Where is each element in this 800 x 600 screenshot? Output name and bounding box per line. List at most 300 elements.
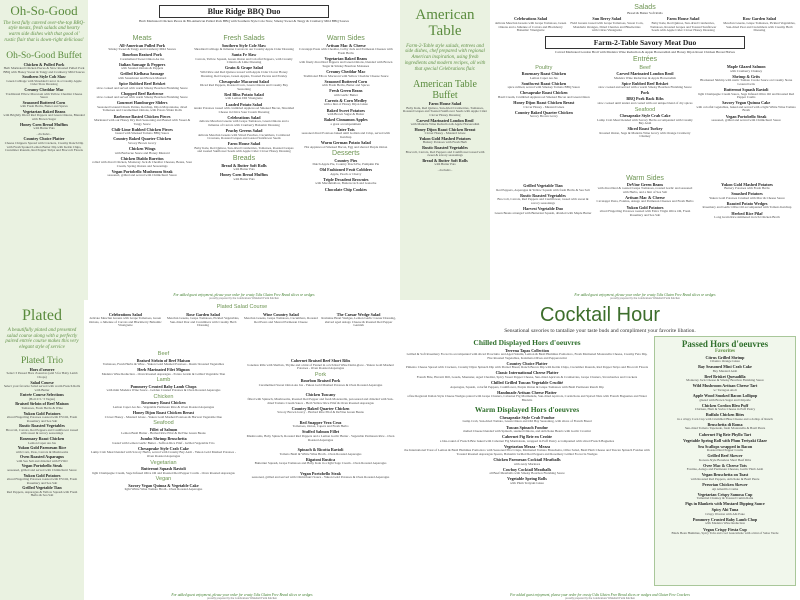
footer-credit: proudly prepared by the Celebrations Whitehall Farm Kitchen: [207, 597, 277, 600]
menu-item: [404, 362, 650, 370]
menu-item: [657, 493, 793, 501]
menu-item-name: Carved Marinated London Broil: [416, 117, 474, 123]
menu-item: [657, 483, 793, 491]
menu-item-description: Broccoli, Carrots, Red Peppers and Cauliflower tossed with sweet & savory seasonings: [405, 149, 485, 158]
menu-item: [657, 439, 793, 444]
menu-item-description: Seasoned Ground Chuck Patties, Ketchup, Dijon Mayonnaise, diced Tomatoes and Caramelized Onions, with Potato Slider Rolls: [97, 104, 188, 113]
menu-item-description: sliced Fingerling Potatoes roasted with EVOO, Fresh Rosemary and Sea Salt: [6, 415, 78, 423]
menu-item-name: Grain & Grape Salad: [225, 65, 263, 71]
menu-item: [698, 212, 796, 220]
menu-item-name: Artisan Mac & Cheese: [325, 42, 366, 48]
menu-item-name: Vegan Portobello Steak: [21, 463, 63, 469]
menu-item: [657, 433, 793, 438]
menu-item: [92, 63, 192, 71]
menu-item: [245, 379, 396, 387]
breads-heading: Breads: [232, 155, 256, 162]
menu-item-description: Broccoli, Carrots, Red Peppers and Cauliflower tossed with sweet & savory seasonings: [5, 427, 79, 436]
menu-item: [3, 412, 81, 424]
menu-item: [296, 57, 396, 69]
menu-item: [696, 75, 796, 87]
menu-item-name: Country Pies: [334, 157, 358, 163]
menu-item-description: Clover Honey - Mustard Glaze: [523, 104, 565, 109]
menu-item-name: Bread & Butter Soft Rolls: [221, 162, 267, 168]
menu-item-description: Madeira Wine Reduction - Oven Roasted Asparagus - Potato Gratin & Grilled Vegetable Tian: [101, 371, 226, 376]
side-title: American Table: [415, 7, 475, 39]
menu-item: [88, 311, 163, 328]
menu-item: [404, 445, 650, 457]
menu-item-name: Pommery Crusted Baby Lamb Chop: [692, 516, 758, 522]
menu-item: [3, 486, 81, 498]
menu-item-name: Celebrations Salad: [514, 16, 548, 22]
columns: [92, 34, 396, 286]
menu-item-description: spice rubbed, served with Smokey Tomato BBQ Sauce: [507, 85, 581, 90]
menu-item-name: Country Baked Quarter Chicken: [291, 405, 350, 411]
menu-item-name: Bourbon Braised Pork: [300, 378, 341, 384]
menu-item-description: with Butter Pats: [33, 126, 55, 131]
menu-item-description: Sun-dried Tomato Tapenade, fresh Mozzarella & Basil Purée: [684, 426, 766, 431]
menu-item-name: Sliced Roast Turkey: [627, 126, 663, 132]
menu-item-description: Cavatappi Pasta with Cheddar, Colby Jack and Parmesan Cheeses with Fresh Herbs: [299, 47, 393, 55]
menu-item-name: Carved Marinated London Broil: [616, 71, 674, 77]
menu-item-description: Buttery Potatoes with Fresh Herb: [422, 140, 468, 145]
menu-item-description: Roasted Onion, Sage & Madeira Wine Gravy with Orange Cranberry Chutney: [599, 130, 691, 139]
menu-item: [595, 91, 695, 96]
country-choice-desc: Cheese Chippers Spread with Crackers, Creamy Ranch Dip with Fresh Spoked Lemon Butter Dip with Kettle Chips, Cucumber Rounds, Red Pepper Strips and Broccoli Florets: [4, 140, 84, 153]
menu-item: [194, 66, 294, 78]
cocktail-hour-page: [400, 300, 800, 600]
menu-item-name: Honey Corn Bread Muffins: [219, 172, 268, 178]
salads-subtitle: Bread & Butter Soft Rolls: [627, 11, 663, 15]
sides-column: [296, 34, 396, 286]
menu-item-description: Blackened Shrimp with rustic Tomato Creole Sauce on Creamy Stone Ground Grits: [700, 78, 793, 86]
poultry-heading: Poultry: [535, 64, 553, 71]
menu-item: [657, 508, 793, 516]
menu-item-name: Chicken Diablo Burritos: [120, 155, 164, 161]
menu-item-description: Field Greens tossed with Grape Tomatoes, Sweet Corn, Mandarin Oranges, Dried Cherries and Blueberries with Citrus Vinaigrette: [570, 20, 644, 33]
menu-item-name: Bay Seasoned Mini Crab Cake: [698, 364, 752, 370]
menu-item: [296, 70, 396, 78]
menu-item-name: Chesapeake Style Crab Fondue: [499, 414, 555, 420]
menu-item: [657, 413, 793, 421]
menu-item: [3, 455, 81, 463]
menu-item: [404, 468, 650, 476]
menu-item: [296, 168, 396, 176]
menu-item-description: Red Peppers, Asparagus & Yellow Squash with fresh Herbs & Sea Salt: [496, 187, 590, 192]
menu-item-description: Cilantro Orange Glaze: [710, 359, 740, 363]
menu-item: [92, 170, 192, 178]
menu-item-name: Loaded Potato Salad: [225, 101, 263, 107]
menu-item-description: Diced Red Peppers, Roasted Corn, Green Onions and Creamy Bay Seasoning: [199, 83, 288, 91]
menu-item-name: Harvest Vegetable Duo: [522, 206, 564, 212]
warm-sides-list: [494, 183, 796, 220]
menu-item-description: a great accompaniment: [330, 121, 362, 126]
menu-item: [657, 375, 793, 383]
menu-item-name: Celebrations Salad: [227, 114, 261, 120]
menu-item-name: Vegan Portobello Mushroom Steak: [111, 168, 173, 174]
menu-item: [194, 142, 294, 154]
menu-item-description: Mesclun Greens, Grape Tomatoes, Cucumbers, Roasted Red Pears and Shaved Parmesan Cheese: [244, 316, 318, 324]
menu-item: [92, 115, 192, 127]
cocktail-title: Cocktail Hour: [539, 304, 661, 326]
menu-item: [3, 474, 81, 486]
menu-item-name: Vegetarian Mezza - Mezza: [503, 443, 551, 449]
oh-so-good-main: [88, 0, 400, 300]
menu-item-description: with Madeira Wine Reduction: [705, 521, 745, 526]
menu-item-name: Yukon Gold Potatoes: [23, 410, 61, 416]
menu-item-description: with Brown Sugar & Butter: [327, 112, 365, 116]
menu-item-name: Stuffed Salmon Fillet: [301, 429, 340, 435]
menu-item: [657, 394, 793, 402]
vegetarian-heading: Vegetarian: [150, 459, 177, 466]
country-choice-name: Country Choice Platter: [23, 136, 65, 142]
duo-subtitle: Carved Marinated London Broil with Madeira Wine Reduction & Apple Horseradish and Honey Dijon Roast Chicken Breast Halves: [555, 49, 735, 54]
menu-item: [194, 173, 294, 181]
menu-item-name: Creamy Cheddar Mac: [24, 87, 64, 93]
warm-heading: Warm Displayed Hors d'oeuvres: [474, 405, 580, 415]
cocktail-subtitle: Sensational savories to tantalize your taste buds and compliment your favorite libation.: [504, 328, 696, 334]
warm-sides-list: [296, 44, 396, 150]
menu-item-description: French Brie, Havarti Dill, Gouda, Muenster, Aged Cheddar, Spicy Sweet Pepper Cheese, Sun-dried Apricots & Cranberries, Grape Clusters, Strawberries and Crackers: [416, 374, 638, 379]
menu-item-description: Grilled & Soft Rosemary Focaccia accompanied with sliced Prosciutto and Aged Salami, Lemon & Basil Hummus Pomodoro, Fresh Marinated Mozzarella Cheese, Creamy Feta Dip, Fire Roasted Vegetables, Kalamata Olives and Pepperoncini: [406, 352, 648, 360]
menu-item-description: light White Wine Tomato Broth - Oven Roasted Asparagus: [124, 487, 203, 492]
menu-item-name: Entrée Course Selections: [20, 392, 64, 398]
menu-item-name: Rustic Roasted Vegetables: [19, 423, 65, 429]
menu-item-name: Cabernet Fig Brie en Croûte: [502, 434, 552, 440]
menu-item: [88, 484, 239, 492]
menu-item-name: Farm House Salad: [428, 101, 462, 107]
menu-item-description: w/ Tarragon Aioli: [713, 387, 737, 392]
menu-item: [657, 423, 793, 431]
includes-label: - Includes -: [36, 131, 52, 136]
lamb-list: [88, 385, 239, 393]
plated-main: [84, 300, 400, 600]
menu-item-name: Chilled Grilled Tuscan Vegetable Crudité: [490, 380, 564, 385]
menu-item-name: Pommery Crusted Baby Lamb Chops: [130, 383, 197, 389]
menu-item-name: Yukon Gold Potatoes: [626, 204, 664, 210]
menu-item-description: Traditional Elbow Macaroni with Yellow Cheddar Cheese Sauce: [5, 91, 83, 100]
menu-item-description: Tamarind Chutney & Toasted Cumin Raita: [696, 496, 754, 501]
menu-item: [647, 16, 720, 33]
menu-item-description: Roasted Red Pepper Coulis: [706, 448, 744, 452]
menu-item-name: Ovee Mac & Cheese Tots: [703, 462, 747, 468]
warm-sides-heading: Warm Sides: [326, 35, 365, 42]
menu-item-name: Fillet of Salmon: [149, 426, 178, 432]
menu-item-name: Barbecue Basted Chicken Pieces: [113, 113, 171, 119]
oh-so-good-sidebar: [0, 0, 88, 300]
menu-item: [296, 80, 396, 88]
seafood-column: [696, 64, 796, 174]
beef-list-a: [88, 359, 239, 377]
menu-item: [245, 448, 396, 456]
menu-item-description: Mesclun Greens, Grape Tomatoes, Pickled Vegetables, Sun-dried Pear and Cucumbers with Creamy Herb Dressing: [723, 20, 796, 33]
menu-item: [92, 147, 192, 155]
menu-item-name: Spice Rubbed Beef Brisket: [118, 81, 166, 86]
menu-item-description: melted Cheese blended with Spinach, sautéed Onions, and Artichoke Hearts with Garlic Crostini: [463, 429, 591, 433]
menu-item: [404, 349, 650, 361]
menu-item-name: Yukon Gold Parmesan Rice: [17, 445, 67, 451]
right-entree-column: [245, 350, 396, 586]
menu-item-name: The Caesar Wedge Salad: [336, 311, 381, 317]
menu-item-description: Green Cabbage with Shredded Carrot in a Creamy Apple Cider Slaw Dressing: [6, 78, 82, 87]
menu-item: [657, 464, 793, 472]
menu-item-description: Shredded Cabbage & Julienne Carrots in our Creamy Apple Cider Dressing: [194, 47, 294, 51]
menu-item-description: filled with Spinach, Mushrooms, Roasted Red Pepper and fresh Mozzarella, pan seared and drizzled with Sun-dried Tomato Cream Sauce - Herb Yellow Rice Pilaf & Oven Roasted Asparagus: [247, 396, 394, 405]
chilled-list: [404, 349, 650, 403]
menu-item: [166, 311, 241, 328]
menu-item-name: Rosemary Roast Chicken: [141, 400, 186, 406]
menu-item-name: Maple Glazed Salmon: [726, 64, 766, 70]
buffet-title: Oh-So-Good Buffet: [6, 50, 82, 61]
menu-item: [494, 184, 592, 192]
menu-item: [570, 16, 643, 33]
menu-item-description: Clover Honey - Mustard Glaze - Yukon Gold Mashed Potatoes & Harvest Vegetable Duo: [104, 414, 223, 419]
footer-credit: proudly prepared by the Celebrations Whitehall Farm Kitchen: [610, 297, 680, 300]
menu-item-name: Red Snapper Vera Cruz: [299, 419, 342, 425]
menu-item-description: with Butter Pats: [233, 176, 255, 181]
menu-item-description: Select your favorite Salad served with warm French Rolls with Butter: [3, 384, 81, 392]
menu-item-description: with Sautéed Onions & Peppers: [121, 66, 164, 71]
favorites-heading: Favorites: [715, 349, 735, 354]
meats-list: [92, 44, 192, 179]
duo-subtitle: Herb Marinated Chicken Pieces & Bli-American Pulled Pork BBQ with Southern Style Cole Slaw, Smoky Sweet & Tangy & Cranberry Mild BBQ Sauces: [139, 19, 349, 23]
seafood-heading: Seafood: [153, 420, 174, 427]
menu-item: [194, 44, 294, 52]
trio-list: [3, 368, 81, 498]
salads-heading: Salads: [634, 4, 656, 11]
menu-item-name: Baked Sweet Potatoes: [326, 107, 365, 113]
menu-item-name: Peachy Greens Salad: [225, 128, 263, 133]
beef-column: [595, 64, 695, 174]
menu-item: [88, 437, 239, 445]
menu-item-name: Sea Scallops wrapped in Bacon: [697, 443, 753, 449]
footer-note: For added guest enjoyment, please your order for crusty Udis Gluten Free Bread slices or wedges: [173, 293, 315, 297]
plated-page: [0, 300, 400, 600]
menu-item-name: Vegan Bruschetta on Toast: [701, 472, 749, 478]
menu-item-name: Italian Sausage & Peppers: [119, 61, 166, 67]
vegan-list-a: [88, 484, 239, 492]
menu-item-name: Vegan Portobello Steak: [300, 470, 341, 476]
vegan-list-b: [245, 472, 396, 480]
menu-item-name: Artisan Mac & Cheese: [625, 194, 665, 200]
menu-item-description: Clover Honey - Mustard Glaze: [424, 131, 466, 136]
seafood-list-b: [245, 421, 396, 442]
desserts-list: [296, 159, 396, 192]
menu-item-name: Grilled Beef Skewer: [707, 453, 743, 459]
menu-item: [494, 72, 594, 80]
menu-item-name: Salad Course: [30, 379, 54, 385]
menu-item-name: Chesapeake Style Crab Cake: [619, 113, 671, 119]
menu-item-name: Terrena Tapas Collection: [505, 347, 549, 353]
menu-item-name: Chesapeake Roast Chicken: [520, 90, 568, 96]
menu-item-name: BBQ Pork Back Ribs: [626, 96, 664, 102]
menu-item: [92, 101, 192, 113]
menu-item-name: Chicken Tuscany: [305, 392, 336, 398]
menu-item-name: Rosemary Roast Chicken: [521, 71, 566, 77]
entree-columns: [88, 350, 396, 586]
menu-item: [296, 188, 396, 193]
menu-item: [404, 381, 650, 389]
menu-item-name: Citrus Grilled Shrimp: [705, 354, 745, 360]
menu-item-description: Buttery Potatoes with Fresh Herbs: [724, 186, 770, 191]
menu-item-description: with Corn, Peas, Carrots & Mushrooms: [15, 449, 69, 454]
menu-item-name: Cabernet Braised Beef Short Ribs: [290, 358, 351, 363]
menu-item-description: Green Beans arranged with Butternut Squash, drizzled with Maple Butter: [494, 210, 592, 215]
menu-item-description: Baby Kale, Red Quinoa, Sun-dried Cranberries, Tomatoes, Roasted Grapes and Toasted Sunflower Seeds with Apple Cider Clover Honey Dressing: [649, 20, 717, 33]
menu-item-name: Butternut Squash Ravioli: [723, 87, 769, 93]
menu-item: [595, 97, 695, 105]
menu-item: [595, 127, 695, 139]
menu-item-name: Honey Dijon Roast Chicken Breast: [414, 126, 476, 132]
menu-item-name: Pork: [640, 90, 650, 96]
menu-item-name: Vegetable Spring Rolls: [507, 476, 547, 482]
menu-item-name: Bread & Butter Soft Rolls: [422, 157, 468, 163]
menu-item-description: with colorful vegetables, baked and served with a light White Wine Tomato Broth: [696, 104, 796, 113]
menu-item-name: Cabernet Fig Brie Phyllo Tart: [698, 431, 752, 437]
menu-item-description: (Boil 2/3 / 3 Vegan): [28, 396, 56, 401]
menu-item-name: Spinach & Ricotta Ravioli: [297, 447, 344, 453]
entrees-grid: [494, 64, 796, 174]
menu-item: [92, 44, 192, 52]
menu-item: [92, 53, 192, 61]
menu-item-description: seasoned, grilled and served with Chimichurri Sauce: [711, 118, 781, 123]
menu-item: [88, 411, 239, 419]
menu-item-description: with Barbecue Sauce and Honey Mustard: [114, 150, 170, 155]
chicken-list-b: [245, 393, 396, 414]
menu-item: [88, 368, 239, 376]
menu-item: [296, 128, 396, 140]
menu-item-description: Tomato Basil & White Wine Broth - Oven Roasted Asparagus: [279, 451, 362, 456]
menu-item-name: Savory Vegan Quinoa & Vegetable Cake: [128, 482, 199, 488]
menu-item-name: Honey Dijon Roast Chicken Breast: [132, 410, 194, 415]
menu-item-description: Aji Amarillo Crema: [711, 486, 739, 491]
menu-item-name: Rose Garden Salad: [186, 311, 220, 317]
menu-item-name: Tuscan Spinach Fondue: [506, 424, 548, 430]
menu-item: [3, 381, 81, 393]
menu-item-name: Rigatoni Rustica: [305, 456, 336, 462]
menu-item-name: Savory Vegan Quinoa Cake: [722, 100, 771, 106]
passed-list: [657, 356, 793, 536]
menu-item: [698, 192, 796, 200]
menu-item: [321, 311, 396, 328]
menu-item-description: basted with Smoked Tomato BBQ Sauce: [115, 131, 170, 136]
menu-item-name: Jumbo Shrimp Bruschetta: [140, 436, 187, 442]
menu-item-description: boneless Ribs with Shallots, Thyme and a hint of Fennel in a rich Red Wine Demi-glace - Yukon Gold Mashed Potatoes - Oven Roasted Asparagus: [247, 362, 394, 371]
menu-item-description: delicate Mesclun Greens with Grape Tomatoes, Green Onions, a Julienne of Carrots and Blackberry Balsamic Vinaigrette: [89, 316, 162, 328]
menu-item: [595, 72, 695, 80]
menu-item: [194, 53, 294, 65]
menu-item: [245, 393, 396, 405]
menu-item-name: Chili-Lime Rubbed Chicken Pieces: [111, 126, 173, 132]
menu-item: [596, 206, 694, 218]
footer-credit: proudly prepared by the Celebrations Whitehall Farm Kitchen: [565, 597, 635, 600]
menu-item-description: Select 3 Passed Hors d'oeuvres (add 5 for Baby Lamb Chops): [6, 371, 78, 379]
menu-item-name: Classic International Cheese Platter: [495, 370, 559, 376]
menu-item-description: Lemon Caper Au Jus: [529, 75, 558, 80]
menu-item-name: Rosemary Roast Chicken: [19, 436, 65, 442]
menu-item: [194, 80, 294, 92]
menu-item-name: Chesapeake Style Crab Cake: [138, 445, 189, 451]
menu-item: [403, 159, 487, 167]
menu-item-description: Tomatoes, Onion, Capers and Fresh Herbs: [292, 424, 349, 429]
menu-item-name: All-American Pulled Pork: [119, 42, 166, 48]
menu-item: [657, 454, 793, 462]
menu-item-description: with Sauerkraut and Brown Mustard: [118, 75, 167, 80]
menu-item-description: Yukon Gold Potatoes Crushed with Mac & Cheese Sauce: [709, 195, 785, 200]
menu-item-description: Caramelized Sweet Onion Au Jus: [119, 56, 165, 61]
menu-item: [296, 141, 396, 149]
menu-item: [245, 407, 396, 415]
menu-item: [296, 89, 396, 97]
chicken-list-a: [88, 401, 239, 419]
menu-item-description: Mesclun Greens, Grape Tomatoes, Pickled Vegetables, Sun-dried Pear and Cucumbers with Creamy Herb Dressing: [167, 316, 240, 328]
menu-item-description: Crispy Wonton with Ahi Poke: [705, 511, 745, 516]
menu-item: [3, 101, 85, 109]
menu-item: [494, 111, 594, 119]
menu-item: [245, 430, 396, 442]
menu-item-name: Wild Mushroom Artisan Cheese Tart: [692, 383, 758, 389]
menu-item-description: Herb Marinated Chicken Pieces & Slow Roasted Pulled Pork BBQ with Honey Sweet & Tangy and Cranberry Mild Sauces: [3, 66, 85, 74]
menu-item-name: Cowboy Cocktail Meatballs: [502, 466, 552, 472]
menu-item-description: in a crispy Corn Cup with Crumbled Blue Cheese and a dollop of Ranch: [677, 416, 773, 421]
menu-item-name: Herb Marinated Filet Mignon: [137, 367, 190, 373]
american-table-page: [400, 0, 800, 300]
duo-title: Blue Ridge BBQ Duo: [159, 5, 329, 18]
menu-item-description: Lump Crab Meat blended with Savory Herbs, served with Creamy Bay Aioli - Yukon Gold Mashed Potatoes - Oven Roasted Asparagus: [90, 450, 236, 458]
menu-item-description: seasoned, grilled and served with Chimichurri Sauce - Yukon Gold Potatoes & Oven Roasted Asparagus: [251, 475, 390, 480]
menu-item-description: with a hint of Honey Dijon Glaze: [323, 102, 368, 107]
menu-item-name: Peruvian Chicken Skewer: [702, 482, 748, 487]
menu-item-description: slow cooked and served with warm Smoky Bourbon Finishing Sauce: [96, 95, 188, 100]
seafood-list-a: [88, 428, 239, 459]
menu-item-name: Butternut Squash Ravioli: [141, 466, 186, 472]
menu-item: [404, 416, 650, 424]
footer-note: For added guest enjoyment, please your order for crusty Udis Gluten Free Bread slices or wedges and Gluten Free Crackers: [510, 593, 690, 597]
menu-item-description: basted with Lemon Garlic Butter - Saffron Rice Pilaf - Grilled Vegetable Trio: [112, 440, 215, 445]
menu-item: [3, 110, 85, 122]
menu-item-name: Vegan Portobello Steak: [725, 113, 767, 119]
meats-heading: Meats: [132, 35, 152, 42]
plated-sidebar: [0, 300, 84, 600]
menu-item: [657, 502, 793, 507]
menu-item-description: Lemon Caper Au Jus - Vegetable Parmesan Rice & Oven Roasted Asparagus: [112, 404, 215, 409]
menu-item-description: Lemon Basil Butter - Herbed Rice Pilaf & DeVine Green Beans: [121, 431, 206, 436]
menu-item: [3, 424, 81, 436]
menu-item-description: Red Peppers, Asparagus & Yellow Squash with Fresh Herbs & Sea Salt: [6, 489, 78, 498]
oh-so-good-page: [0, 0, 400, 300]
menu-item: [657, 365, 793, 373]
menu-item: [296, 159, 396, 167]
menu-item-name: Shrimp & Grits: [732, 73, 761, 79]
menu-item: [698, 183, 796, 191]
buffet-list: [403, 102, 487, 167]
menu-item-name: Braised Sirloin of Beef Maison: [15, 401, 69, 407]
menu-item-description: Traditional Elbow Macaroni with Yellow Cheddar Cheese Sauce: [303, 73, 389, 78]
chilled-heading: Chilled Displayed Hors d'oeuvres: [473, 338, 581, 347]
buffet-list: [3, 63, 85, 131]
menu-item: [404, 426, 650, 434]
menu-item: [88, 428, 239, 436]
menu-item-description: with Cranberry Chutney: [730, 68, 763, 73]
salads-heading: Fresh Salads: [223, 35, 265, 42]
menu-item: [194, 129, 294, 141]
poultry-list: [494, 72, 594, 119]
menu-item: [404, 477, 650, 485]
menu-item: [696, 65, 796, 73]
menu-item-name: Yukon Gold Mashed Potatoes: [721, 181, 773, 187]
menu-item-name: Southwest Roast Chicken: [521, 80, 567, 86]
american-table-main: [490, 0, 800, 300]
menu-item: [698, 202, 796, 210]
